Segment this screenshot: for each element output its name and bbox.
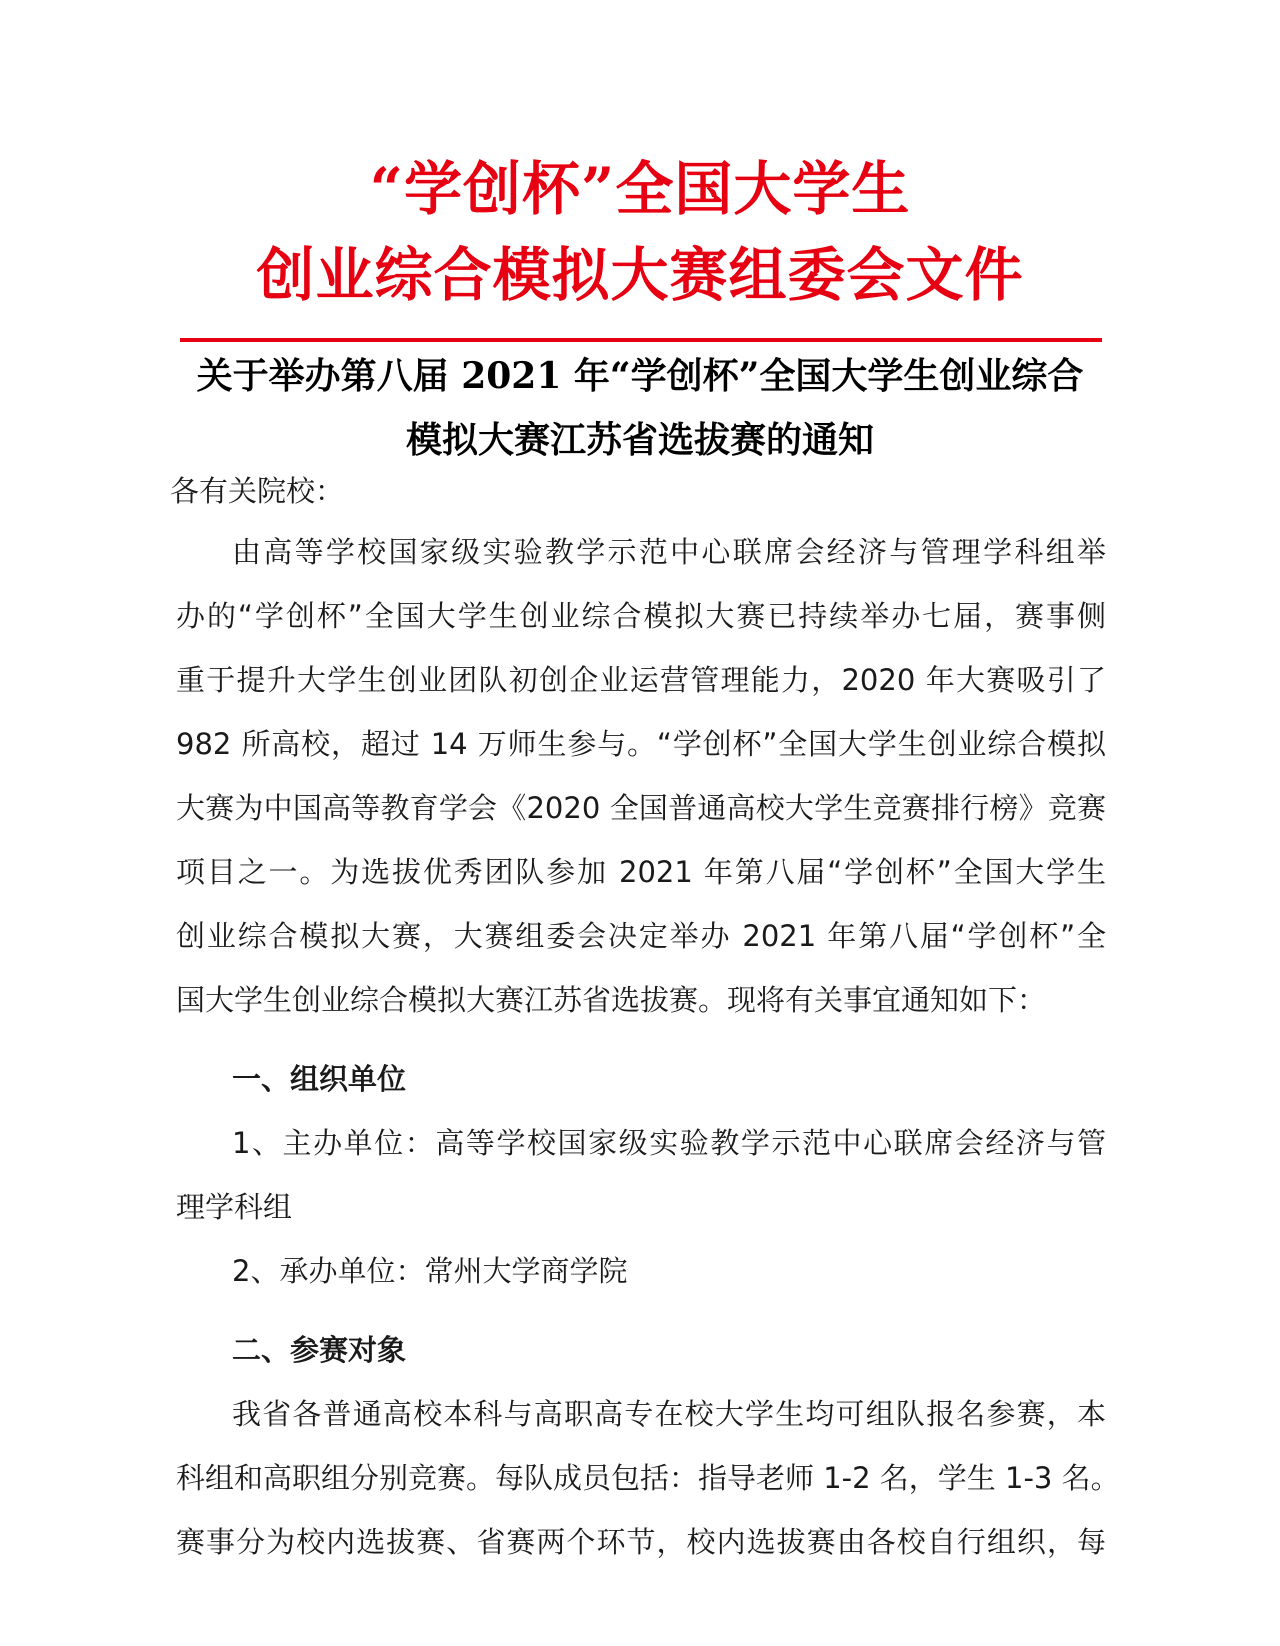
document-body (170, 0, 1120, 1646)
header-title-line2: 创业综合模拟大赛组委会文件 (256, 241, 1024, 309)
section2-heading: 二、参赛对象 (232, 1333, 407, 1367)
document-title-line2: 模拟大赛江苏省选拔赛的通知 (405, 419, 874, 461)
intro-line: 982 所高校，超过 14 万师生参与。“学创杯”全国大学生创业综合模拟 (176, 727, 1106, 761)
header-title-line1: “学创杯”全国大学生 (369, 155, 911, 223)
intro-line: 国大学生创业综合模拟大赛江苏省选拔赛。现将有关事宜通知如下： (176, 983, 1047, 1017)
section1-item1-line2: 理学科组 (176, 1190, 293, 1224)
intro-line: 重于提升大学生创业团队初创企业运营管理能力，2020 年大赛吸引了 (176, 663, 1106, 697)
section2-line: 科组和高职组分别竞赛。每队成员包括：指导老师 1-2 名，学生 1-3 名。 (176, 1461, 1120, 1495)
section1-item1-line1: 1、主办单位：高等学校国家级实验教学示范中心联席会经济与管 (232, 1126, 1106, 1160)
intro-line: 项目之一。为选拔优秀团队参加 2021 年第八届“学创杯”全国大学生 (176, 855, 1106, 889)
intro-line: 办的“学创杯”全国大学生创业综合模拟大赛已持续举办七届，赛事侧 (176, 599, 1106, 633)
section1-heading: 一、组织单位 (232, 1062, 407, 1096)
intro-line: 大赛为中国高等教育学会《2020 全国普通高校大学生竞赛排行榜》竞赛 (176, 791, 1106, 825)
salutation: 各有关院校： (170, 474, 345, 508)
intro-line: 由高等学校国家级实验教学示范中心联席会经济与管理学科组举 (232, 535, 1106, 569)
section1-item2: 2、承办单位：常州大学商学院 (232, 1254, 628, 1288)
document-title-line1: 关于举办第八届 2021 年“学创杯”全国大学生创业综合 (196, 355, 1084, 397)
section2-line: 我省各普通高校本科与高职高专在校大学生均可组队报名参赛，本 (232, 1397, 1106, 1431)
intro-line: 创业综合模拟大赛，大赛组委会决定举办 2021 年第八届“学创杯”全 (176, 919, 1106, 953)
section2-line: 赛事分为校内选拔赛、省赛两个环节，校内选拔赛由各校自行组织，每 (176, 1525, 1106, 1559)
